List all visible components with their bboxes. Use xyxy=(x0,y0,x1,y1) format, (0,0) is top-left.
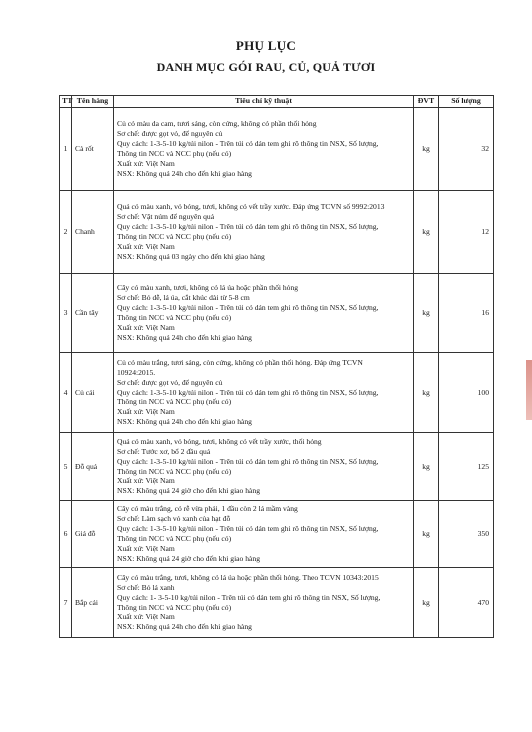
criteria-line: Quả có màu xanh, vỏ bóng, tươi, không có vết trầy xước, thối hỏng xyxy=(117,436,322,446)
row-name: Bắp cải xyxy=(72,568,114,638)
table-row xyxy=(60,501,494,568)
criteria-line: Thông tin NCC và NCC phụ (nếu có) xyxy=(117,149,232,158)
row-criteria xyxy=(114,108,414,191)
criteria-line: 10924:2015. xyxy=(117,367,156,377)
criteria-line: Thông tin NCC và NCC phụ (nếu có) xyxy=(117,313,232,322)
criteria-line: Xuất xứ: Việt Nam xyxy=(117,476,175,486)
red-stamp-edge xyxy=(526,360,532,420)
row-criteria xyxy=(114,501,414,568)
criteria-line: Xuất xứ: Việt Nam xyxy=(117,241,175,251)
row-qty: 16 xyxy=(439,274,494,353)
table-row xyxy=(60,568,494,638)
row-name: Chanh xyxy=(72,191,114,274)
table-row xyxy=(60,108,494,191)
criteria-line: Sơ chế: được gọt vỏ, để nguyên củ xyxy=(117,377,223,387)
row-name: Cà rốt xyxy=(72,108,114,191)
criteria-line: Cây có màu trắng, có rễ vừa phải, 1 đầu còn 2 lá mầm vàng xyxy=(117,504,298,514)
table-row xyxy=(60,353,494,433)
criteria-line: NSX: Không quá 24 giờ cho đến khi giao hàng xyxy=(117,486,261,496)
table-row xyxy=(60,274,494,353)
criteria-line: Cây có màu xanh, tươi, không có lá úa hoặc phần thối hỏng xyxy=(117,283,299,293)
row-unit: kg xyxy=(414,353,439,433)
header-unit: ĐVT xyxy=(414,96,439,108)
criteria-line: Thông tin NCC và NCC phụ (nếu có) xyxy=(117,602,232,612)
criteria-line: NSX: Không quá 24h cho đến khi giao hàng xyxy=(117,417,252,427)
criteria-line: NSX: Không quá 24h cho đến khi giao hàng xyxy=(117,332,252,342)
criteria-line: Quy cách: 1-3-5-10 kg/túi nilon - Trên túi có dán tem ghi rõ thông tin NSX, Số lượng, xyxy=(117,456,379,466)
criteria-line: Sơ chế: Bỏ dễ, lá úa, cắt khúc dài từ 5-8 cm xyxy=(117,293,250,303)
row-unit: kg xyxy=(414,274,439,353)
criteria-line: Xuất xứ: Việt Nam xyxy=(117,158,175,168)
header-tt: TT xyxy=(60,96,72,108)
row-tt: 6 xyxy=(60,501,72,568)
row-tt: 1 xyxy=(60,108,72,191)
row-unit: kg xyxy=(414,191,439,274)
criteria-line: Quy cách: 1-3-5-10 kg/túi nilon - Trên túi có dán tem ghi rõ thông tin NSX, Số lượng, xyxy=(117,139,379,149)
criteria-line: Xuất xứ: Việt Nam xyxy=(117,407,175,417)
criteria-line: Quy cách: 1- 3-5-10 kg/túi nilon - Trên túi có dán tem ghi rõ thông tin NSX, Số lượng, xyxy=(117,592,381,602)
criteria-line: Quy cách: 1-3-5-10 kg/túi nilon - Trên túi có dán tem ghi rõ thông tin NSX, Số lượng, xyxy=(117,387,379,397)
row-qty: 12 xyxy=(439,191,494,274)
row-name: Đỗ quả xyxy=(72,433,114,501)
criteria-line: Thông tin NCC và NCC phụ (nếu có) xyxy=(117,534,232,543)
criteria-line: NSX: Không quá 24h cho đến khi giao hàng xyxy=(117,168,252,178)
table-header-row xyxy=(60,96,494,108)
row-tt: 5 xyxy=(60,433,72,501)
criteria-line: Xuất xứ: Việt Nam xyxy=(117,543,175,553)
row-criteria xyxy=(114,353,414,433)
header-criteria: Tiêu chí kỹ thuật xyxy=(114,96,414,108)
row-qty: 100 xyxy=(439,353,494,433)
criteria-line: Thông tin NCC và NCC phụ (nếu có) xyxy=(117,232,232,241)
row-qty: 125 xyxy=(439,433,494,501)
row-qty: 32 xyxy=(439,108,494,191)
criteria-line: Quả có màu xanh, vỏ bóng, tươi, không có vết trầy xước. Đáp ứng TCVN số 9992:2013 xyxy=(117,202,385,212)
criteria-line: Thông tin NCC và NCC phụ (nếu có) xyxy=(117,466,232,476)
criteria-line: Quy cách: 1-3-5-10 kg/túi nilon - Trên túi có dán tem ghi rõ thông tin NSX, Số lượng, xyxy=(117,524,379,534)
header-qty: Số lượng xyxy=(439,96,494,108)
row-criteria xyxy=(114,191,414,274)
criteria-line: Cây có màu trắng, tươi, không có lá úa hoặc phần thối hỏng. Theo TCVN 10343:2015 xyxy=(117,572,379,582)
criteria-line: Quy cách: 1-3-5-10 kg/túi nilon - Trên túi có dán tem ghi rõ thông tin NSX, Số lượng, xyxy=(117,222,379,232)
header-name: Tên hàng xyxy=(72,96,114,108)
row-tt: 7 xyxy=(60,568,72,638)
criteria-line: Sơ chế: Làm sạch vỏ xanh của hạt đỗ xyxy=(117,514,231,524)
page-title: PHỤ LỤC xyxy=(235,38,297,53)
row-tt: 4 xyxy=(60,353,72,433)
criteria-line: Xuất xứ: Việt Nam xyxy=(117,612,175,622)
criteria-line: Sơ chế: Tước xơ, bổ 2 đầu quả xyxy=(117,446,211,456)
row-tt: 2 xyxy=(60,191,72,274)
criteria-line: NSX: Không quá 24h cho đến khi giao hàng xyxy=(117,622,252,632)
criteria-line: Xuất xứ: Việt Nam xyxy=(117,322,175,332)
row-qty: 470 xyxy=(439,568,494,638)
row-criteria xyxy=(114,568,414,638)
criteria-line: Sơ chế: được gọt vỏ, để nguyên củ xyxy=(117,129,223,139)
row-criteria xyxy=(114,433,414,501)
row-tt: 3 xyxy=(60,274,72,353)
criteria-line: Sơ chế: Vặt núm để nguyên quả xyxy=(117,212,215,222)
product-table xyxy=(59,95,494,638)
criteria-line: NSX: Không quá 24 giờ cho đến khi giao hàng xyxy=(117,553,261,563)
criteria-line: Quy cách: 1-3-5-10 kg/túi nilon - Trên túi có dán tem ghi rõ thông tin NSX, Số lượng, xyxy=(117,303,379,313)
row-name: Củ cải xyxy=(72,353,114,433)
table-row xyxy=(60,433,494,501)
row-unit: kg xyxy=(414,501,439,568)
criteria-line: Củ có màu da cam, tươi sáng, còn cứng, không có phần thối hỏng xyxy=(117,119,317,129)
row-name: Cần tây xyxy=(72,274,114,353)
row-name: Giá đỗ xyxy=(72,501,114,568)
table-row xyxy=(60,191,494,274)
page-subtitle: DANH MỤC GÓI RAU, CỦ, QUẢ TƯƠI xyxy=(156,60,376,74)
row-unit: kg xyxy=(414,108,439,191)
criteria-line: NSX: Không quá 03 ngày cho đến khi giao hàng xyxy=(117,251,265,261)
row-unit: kg xyxy=(414,433,439,501)
row-criteria xyxy=(114,274,414,353)
row-qty: 350 xyxy=(439,501,494,568)
criteria-line: Sơ chế: Bỏ lá xanh xyxy=(117,582,175,592)
criteria-line: Thông tin NCC và NCC phụ (nếu có) xyxy=(117,397,232,407)
criteria-line: Củ có màu trắng, tươi sáng, còn cứng, không có phần thối hỏng. Đáp ứng TCVN xyxy=(117,357,363,367)
row-unit: kg xyxy=(414,568,439,638)
